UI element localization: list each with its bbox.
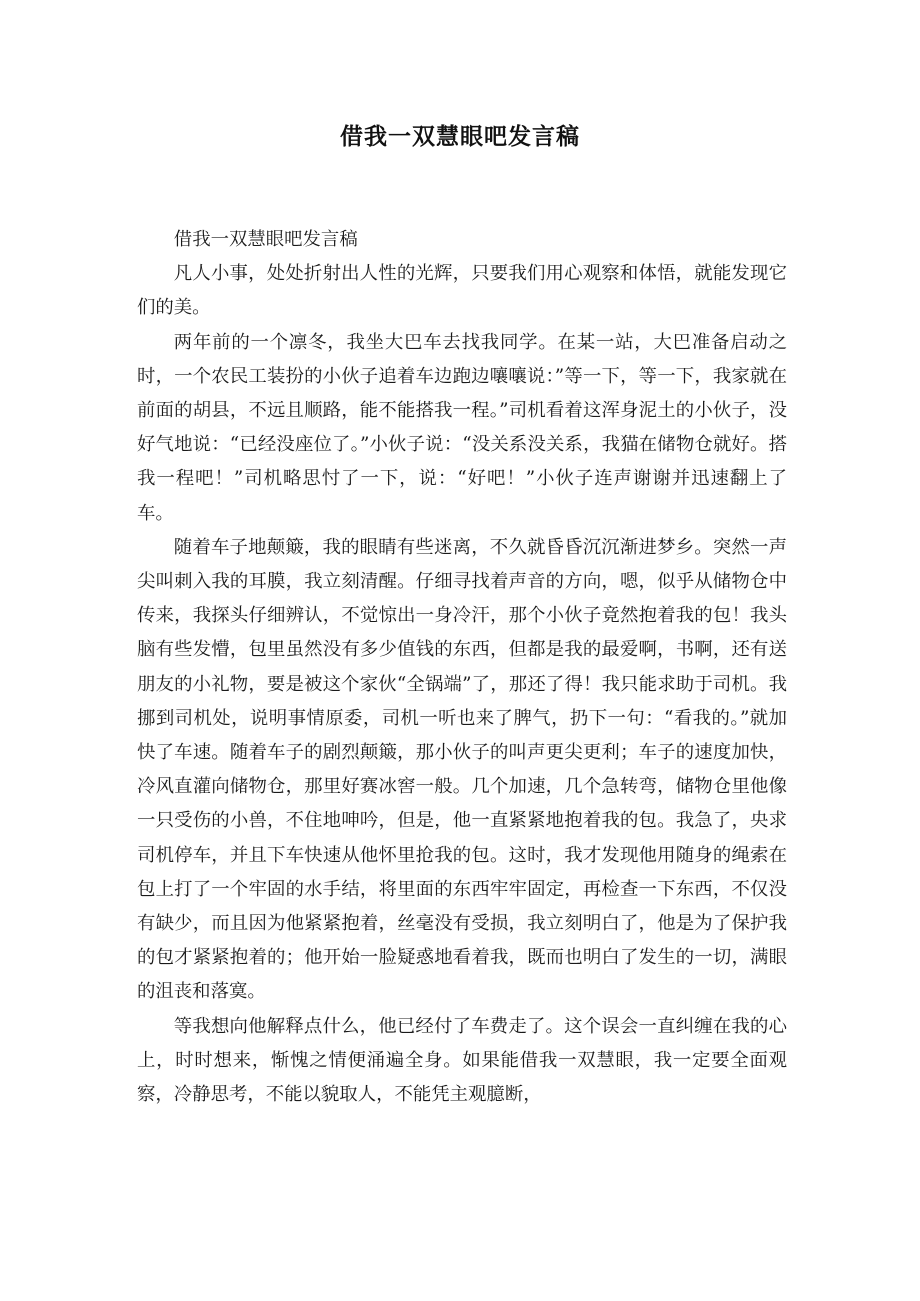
body-paragraph: 等我想向他解释点什么，他已经付了车费走了。这个误会一直纠缠在我的心上，时时想来，惭愧之情便涌遍全身。如果能借我一双慧眼，我一定要全面观察，冷静思考，不能以貌取人，不能凭主观臆断， [137, 1015, 787, 1106]
document-title: 借我一双慧眼吧发言稿 [340, 124, 580, 150]
body-paragraph: 两年前的一个凛冬，我坐大巴车去找我同学。在某一站，大巴准备启动之时，一个农民工装扮的小伙子追着车边跑边嚷嚷说：”等一下，等一下，我家就在前面的胡县，不远且顺路，能不能搭我一程。”司机看着这浑身泥土的小伙子，没好气地说：“已经没座位了。”小伙子说：“没关系没关系，我猫在储物仓就好。搭我一程吧！”司机略思忖了一下，说：“好吧！”小伙子连声谢谢并迅速翻上了车。 [137, 331, 787, 524]
body-paragraph: 随着车子地颠簸，我的眼睛有些迷离，不久就昏昏沉沉渐进梦乡。突然一声尖叫刺入我的耳膜，我立刻清醒。仔细寻找着声音的方向，嗯，似乎从储物仓中传来，我探头仔细辨认，不觉惊出一身冷汗，那个小伙子竟然抱着我的包！我头脑有些发懵，包里虽然没有多少值钱的东西，但都是我的最爱啊，书啊，还有送朋友的小礼物，要是被这个家伙“全锅端”了，那还了得！我只能求助于司机。我挪到司机处，说明事情原委，司机一听也来了脾气，扔下一句：“看我的。”就加快了车速。随着车子的剧烈颠簸，那小伙子的叫声更尖更利；车子的速度加快，冷风直灌向储物仓，那里好赛冰窖一般。几个加速，几个急转弯，储物仓里他像一只受伤的小兽，不住地呻吟，但是，他一直紧紧地抱着我的包。我急了，央求司机停车，并且下车快速从他怀里抢我的包。这时，我才发现他用随身的绳索在包上打了一个牢固的水手结，将里面的东西牢牢固定，再检查一下东西，不仅没有缺少，而且因为他紧紧抱着，丝毫没有受损，我立刻明白了，他是为了保护我的包才紧紧抱着的；他开始一脸疑惑地看着我，既而也明白了发生的一切，满眼的沮丧和落寞。 [137, 536, 787, 1003]
body-paragraph: 借我一双慧眼吧发言稿 [173, 229, 358, 250]
body-paragraph: 凡人小事，处处折射出人性的光辉，只要我们用心观察和体悟，就能发现它们的美。 [137, 263, 787, 319]
document-body [137, 223, 787, 1112]
